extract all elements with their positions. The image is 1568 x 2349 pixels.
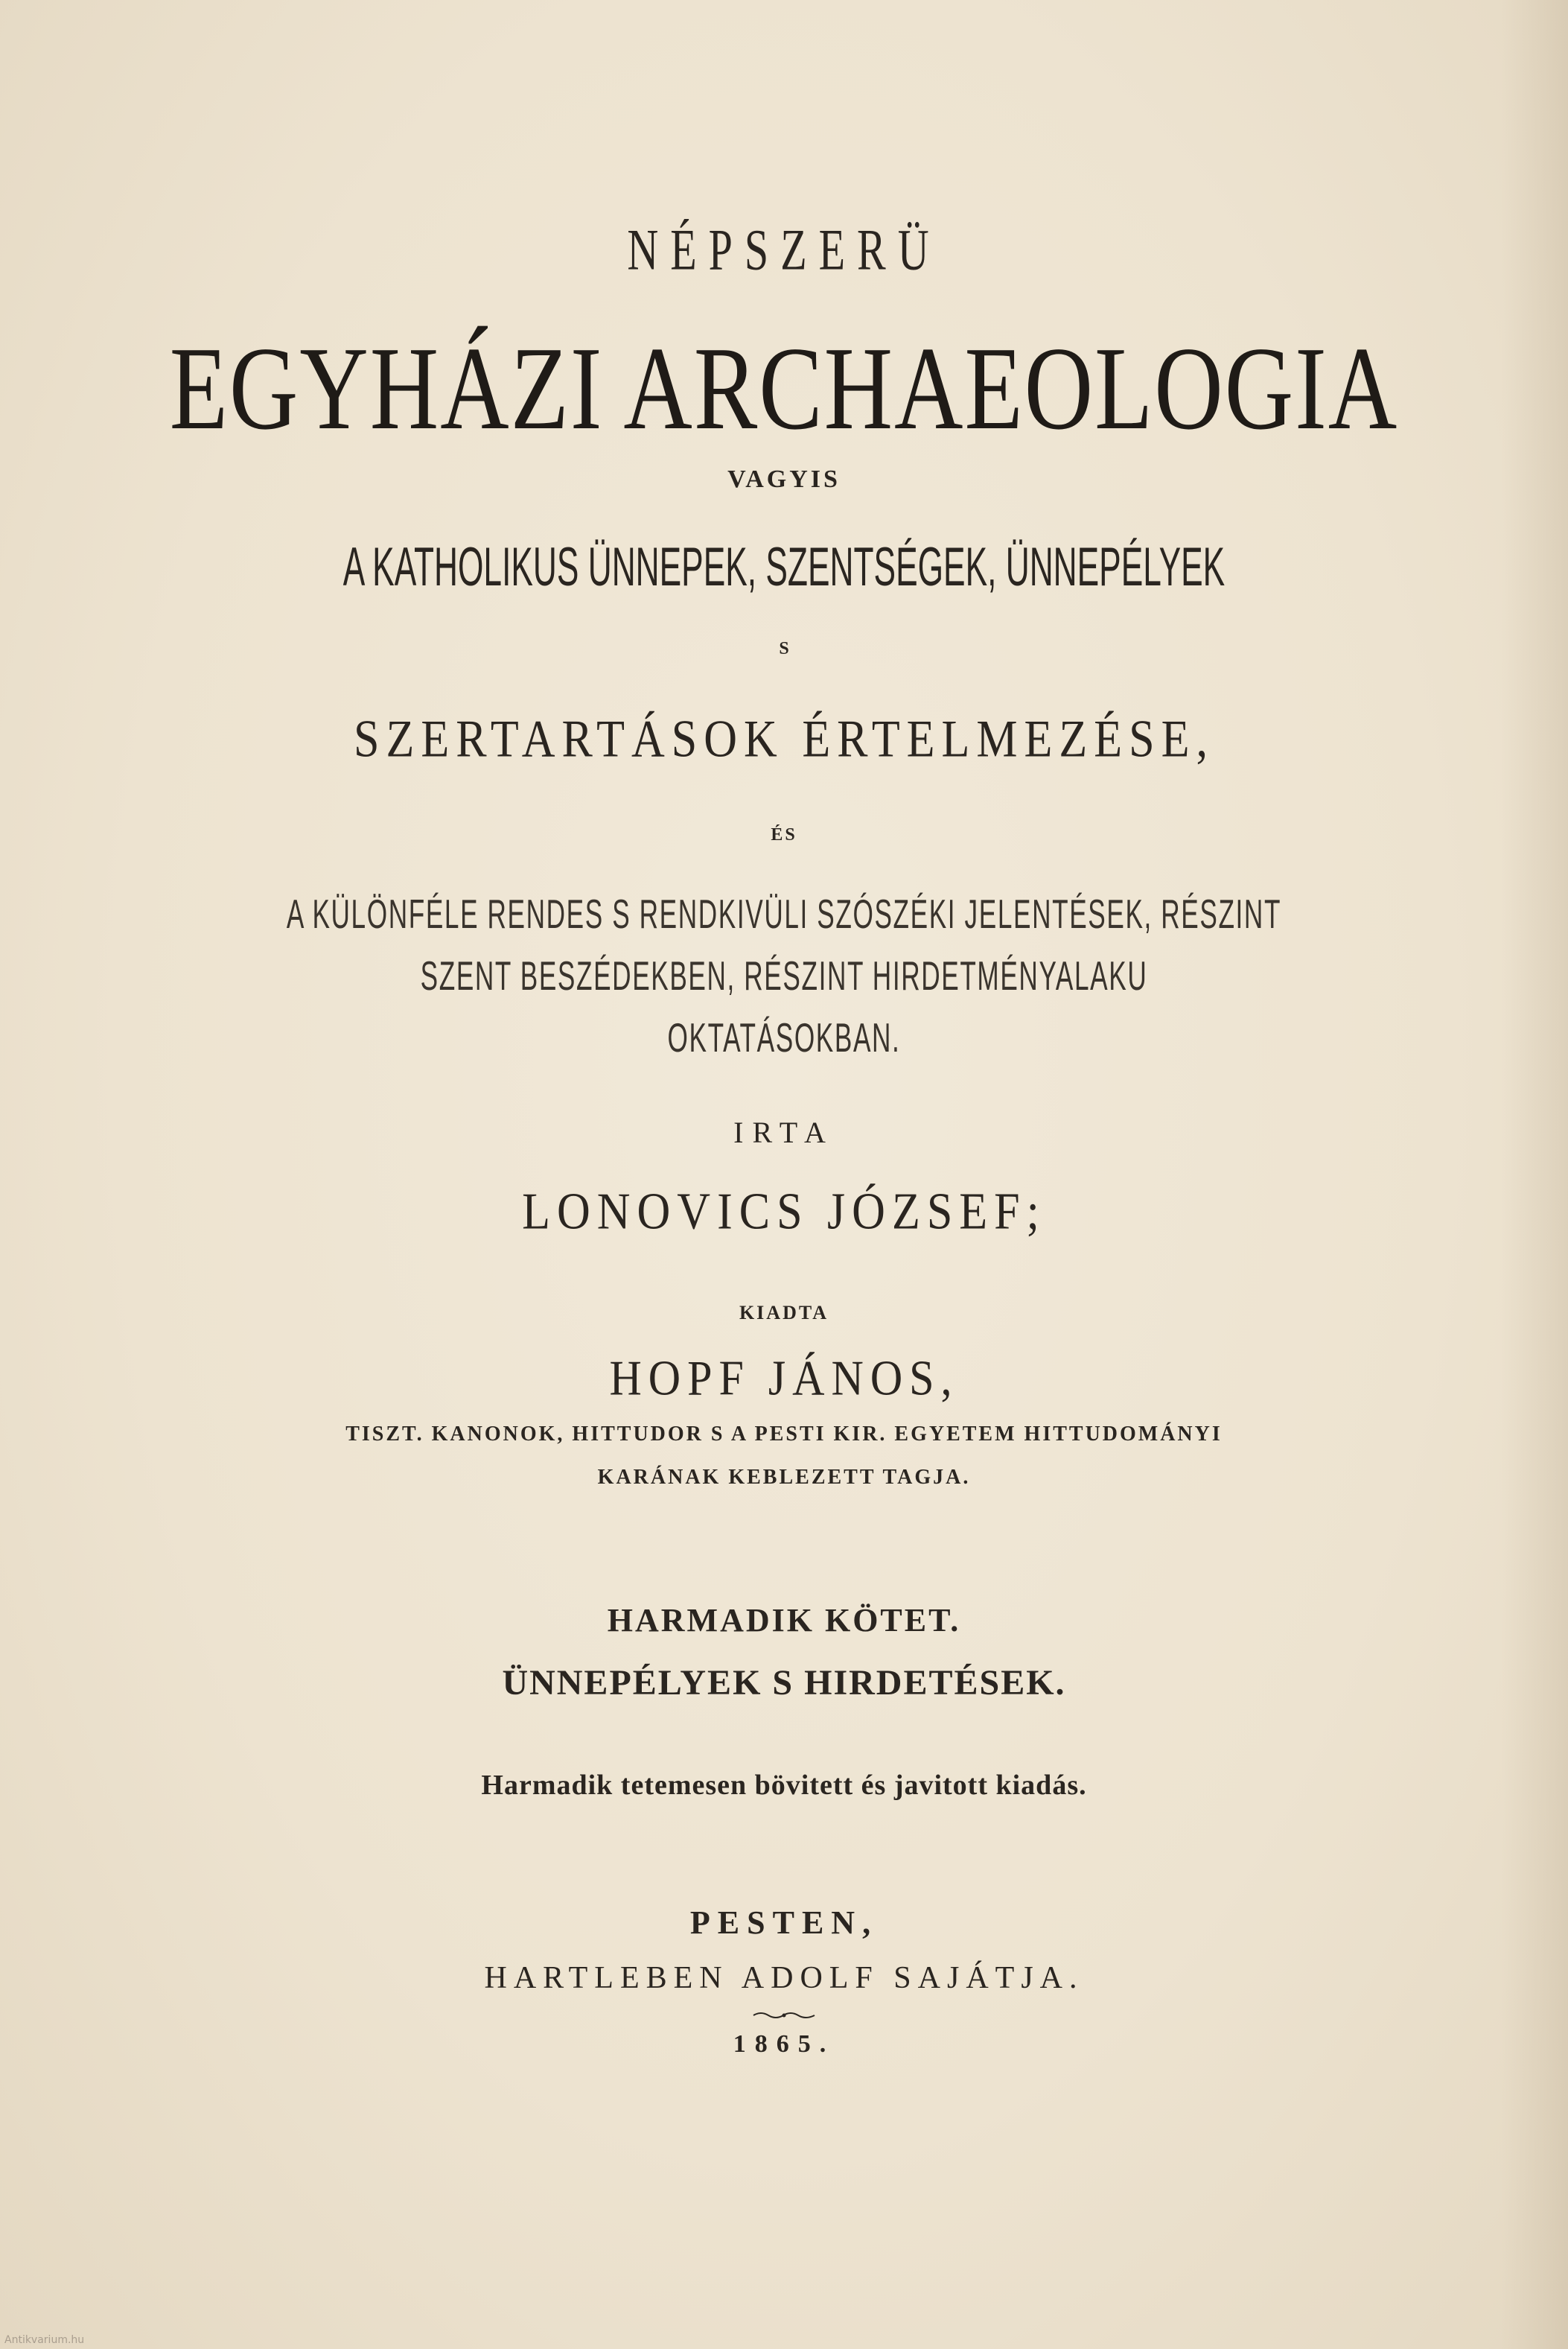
- edition-statement: Harmadik tetemesen bövitett és javitott kiadás.: [481, 1770, 1087, 1801]
- ornament-divider-icon: [752, 2009, 816, 2021]
- publication-year: 1865.: [733, 2030, 835, 2058]
- subtitle-line-1: A KATHOLIKUS ÜNNEPEK, SZENTSÉGEK, ÜNNEPÉLYEK: [342, 537, 1226, 598]
- editor-name: HOPF JÁNOS,: [609, 1350, 959, 1406]
- subtitle-line-2: SZERTARTÁSOK ÉRTELMEZÉSE,: [353, 710, 1215, 769]
- kiadta-text: KIADTA: [739, 1302, 829, 1323]
- description-line-1: A KÜLÖNFÉLE RENDES S RENDKIVÜLI SZÓSZÉKI JELENTÉSEK, RÉSZINT: [286, 891, 1282, 938]
- main-title: EGYHÁZI ARCHAEOLOGIA: [169, 322, 1399, 454]
- volume-title: ÜNNEPÉLYEK S HIRDETÉSEK.: [502, 1663, 1066, 1703]
- author-name: LONOVICS JÓZSEF;: [522, 1183, 1046, 1241]
- irta-text: IRTA: [733, 1116, 835, 1149]
- watermark: Antikvarium.hu: [4, 2334, 85, 2346]
- conjunction-es: ÉS: [771, 825, 797, 845]
- description-line-3: OKTATÁSOKBAN.: [667, 1015, 901, 1061]
- pre-title: NÉPSZERÜ: [627, 217, 941, 283]
- volume-number: HARMADIK KÖTET.: [607, 1602, 961, 1638]
- publication-place: PESTEN,: [689, 1904, 879, 1941]
- description-line-2: SZENT BESZÉDEKBEN, RÉSZINT HIRDETMÉNYALAKU: [420, 953, 1148, 999]
- publisher-name: HARTLEBEN ADOLF SAJÁTJA.: [484, 1961, 1084, 1995]
- editor-description-line-1: TISZT. KANONOK, HITTUDOR S A PESTI KIR. EGYETEM HITTUDOMÁNYI: [345, 1423, 1223, 1446]
- editor-description-line-2: KARÁNAK KEBLEZETT TAGJA.: [597, 1466, 971, 1489]
- conjunction-s: S: [779, 639, 789, 658]
- vagyis-text: VAGYIS: [727, 465, 841, 493]
